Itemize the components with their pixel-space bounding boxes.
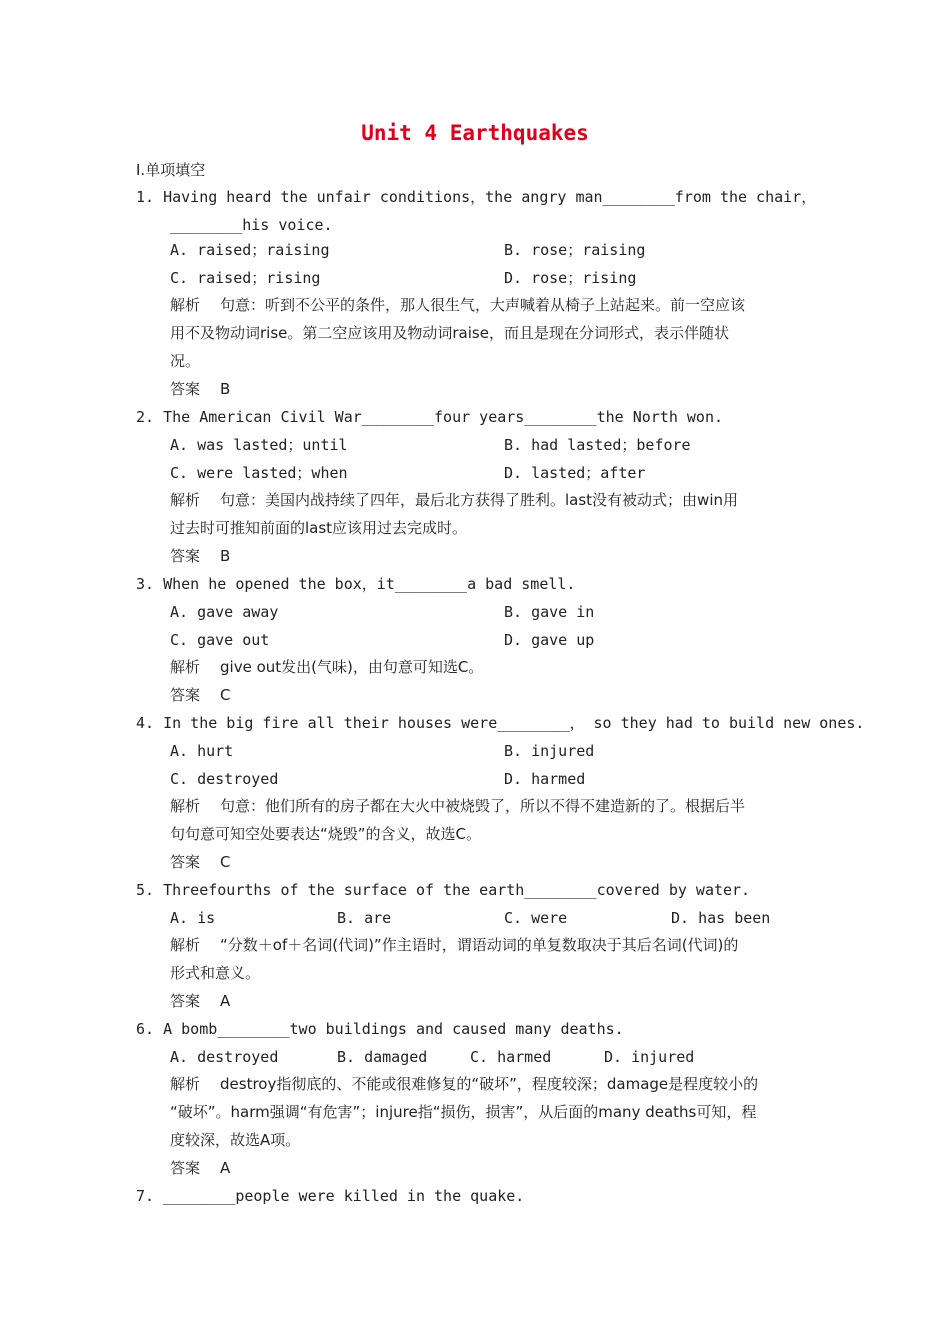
- option-a: A. hurt: [170, 742, 234, 760]
- question-1: 1. Having heard the unfair conditions，the angry man________from the chair，: [136, 188, 817, 206]
- page-title: Unit 4 Earthquakes: [361, 121, 589, 145]
- option-a: A. destroyed: [170, 1048, 279, 1066]
- answer-value: C: [220, 686, 231, 704]
- explanation-label: 解析: [170, 658, 201, 676]
- option-c: C. harmed: [470, 1048, 552, 1066]
- option-c: C. were: [504, 909, 568, 927]
- answer-value: B: [220, 547, 231, 565]
- answer-label: 答案: [170, 1159, 201, 1177]
- option-a: A. gave away: [170, 603, 279, 621]
- option-a: A. raised；raising: [170, 241, 330, 259]
- option-c: C. destroyed: [170, 770, 279, 788]
- answer-value: A: [220, 992, 231, 1010]
- option-b: B. injured: [504, 742, 595, 760]
- option-c: C. were lasted；when: [170, 464, 348, 482]
- answer-value: B: [220, 380, 231, 398]
- answer: [170, 1158, 230, 1178]
- question-6: 6. A bomb________two buildings and caused many deaths.: [136, 1020, 624, 1038]
- explanation-text: 形式和意义。: [170, 964, 261, 982]
- answer: [170, 546, 230, 566]
- answer-label: 答案: [170, 547, 201, 565]
- explanation-text: 句意：美国内战持续了四年，最后北方获得了胜利。last没有被动式；由win用: [220, 491, 739, 509]
- explanation-text: 用不及物动词rise。第二空应该用及物动词raise，而且是现在分词形式，表示伴随状: [170, 324, 729, 342]
- explanation-text: 过去时可推知前面的last应该用过去完成时。: [170, 519, 468, 537]
- explanation-text: 句意：听到不公平的条件，那人很生气，大声喊着从椅子上站起来。前一空应该: [220, 296, 746, 314]
- answer-label: 答案: [170, 686, 201, 704]
- option-a: A. is: [170, 909, 216, 927]
- option-b: B. rose；raising: [504, 241, 646, 259]
- question-4: 4. In the big fire all their houses were________， so they had to build new ones.: [136, 714, 865, 732]
- explanation-label: 解析: [170, 936, 201, 954]
- question-5: 5. Threefourths of the surface of the earth________covered by water.: [136, 881, 751, 899]
- explanation: [170, 490, 738, 510]
- answer: [170, 379, 230, 399]
- answer-label: 答案: [170, 992, 201, 1010]
- option-a: A. was lasted；until: [170, 436, 348, 454]
- explanation: [170, 935, 738, 955]
- explanation-text: give out发出(气味)，由句意可知选C。: [220, 658, 484, 676]
- explanation: [170, 796, 745, 816]
- answer-value: A: [220, 1159, 231, 1177]
- option-d: D. harmed: [504, 770, 586, 788]
- answer-value: C: [220, 853, 231, 871]
- explanation-text: destroy指彻底的、不能或很难修复的“破坏”，程度较深；damage是程度较小的: [220, 1075, 759, 1093]
- question-1-cont: ________his voice.: [170, 216, 333, 234]
- answer: [170, 685, 230, 705]
- question-2: 2. The American Civil War________four years________the North won.: [136, 408, 723, 426]
- explanation: [170, 657, 483, 677]
- option-b: B. are: [337, 909, 392, 927]
- question-7: 7. ________people were killed in the quake.: [136, 1187, 525, 1205]
- option-b: B. gave in: [504, 603, 595, 621]
- option-c: C. raised；rising: [170, 269, 321, 287]
- explanation-text: 句意：他们所有的房子都在大火中被烧毁了，所以不得不建造新的了。根据后半: [220, 797, 746, 815]
- option-d: D. lasted；after: [504, 464, 646, 482]
- explanation-text: “分数＋of＋名词(代词)”作主语时，谓语动词的单复数取决于其后名词(代词)的: [220, 936, 739, 954]
- answer-label: 答案: [170, 380, 201, 398]
- section-heading: Ⅰ.单项填空: [136, 161, 206, 179]
- option-d: D. rose；rising: [504, 269, 637, 287]
- option-c: C. gave out: [170, 631, 270, 649]
- explanation-label: 解析: [170, 797, 201, 815]
- explanation: [170, 295, 745, 315]
- answer: [170, 991, 230, 1011]
- explanation-label: 解析: [170, 296, 201, 314]
- option-b: B. damaged: [337, 1048, 428, 1066]
- option-d: D. gave up: [504, 631, 595, 649]
- explanation-text: 度较深，故选A项。: [170, 1131, 301, 1149]
- explanation-text: 况。: [170, 352, 201, 370]
- explanation-label: 解析: [170, 491, 201, 509]
- option-d: D. injured: [604, 1048, 695, 1066]
- explanation-text: 句句意可知空处要表达“烧毁”的含义，故选C。: [170, 825, 482, 843]
- answer: [170, 852, 230, 872]
- option-b: B. had lasted；before: [504, 436, 691, 454]
- answer-label: 答案: [170, 853, 201, 871]
- explanation-text: “破坏”。harm强调“有危害”；injure指“损伤，损害”，从后面的many deaths可知，程: [170, 1103, 757, 1121]
- option-d: D. has been: [671, 909, 771, 927]
- question-3: 3. When he opened the box，it________a bad smell.: [136, 575, 576, 593]
- explanation-label: 解析: [170, 1075, 201, 1093]
- explanation: [170, 1074, 758, 1094]
